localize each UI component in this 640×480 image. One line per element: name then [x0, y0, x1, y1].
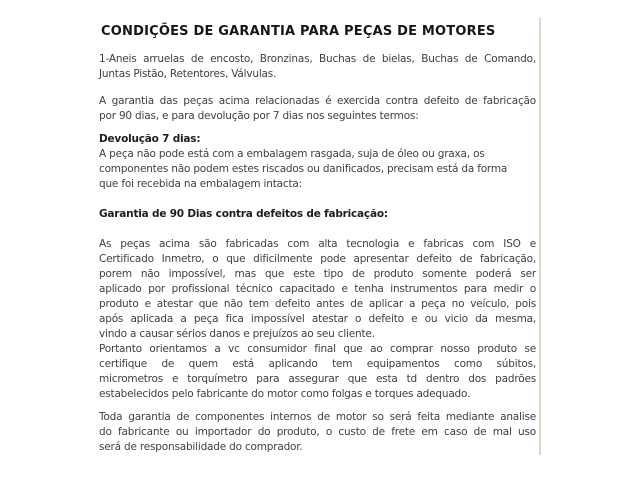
document-title: CONDIÇÕES DE GARANTIA PARA PEÇAS DE MOTORES [101, 24, 496, 39]
paragraph-garantia-text-2 [99, 342, 536, 402]
text-line: Portanto orientamos a vc consumidor final que ao comprar nosso produto se [99, 343, 536, 355]
text-line: será de responsabilidade do comprador. [99, 441, 303, 453]
text-line: Devolução 7 dias: [99, 133, 201, 145]
text-line: 1-Aneis arruelas de encosto, Bronzinas, Buchas de bielas, Buchas de Comando, [99, 53, 536, 65]
text-line: por 90 dias, e para devolução por 7 dias nos seguintes termos: [99, 110, 419, 122]
text-line: porem não impossível, mas que este tipo de produto somente poderá ser [99, 268, 536, 280]
text-line: Toda garantia de componentes internos de motor so será feita mediante analise [99, 411, 536, 423]
text-line: aplicado por profissional técnico capacitado e tenha instrumentos para medir o [99, 283, 536, 295]
warranty-document [99, 23, 536, 455]
paragraph-freight-note [99, 410, 536, 455]
heading-garantia-heading [99, 207, 536, 222]
text-line: que foi recebida na embalagem intacta: [99, 178, 302, 190]
text-line: A peça não pode está com a embalagem rasgada, suja de óleo ou graxa, os [99, 148, 485, 160]
text-line: certifique de quem está aplicando tem equipamentos como súbitos, [99, 358, 536, 370]
text-line: As peças acima são fabricadas com alta tecnologia e fabricas com ISO e [99, 238, 536, 250]
text-line: vindo a causar sérios danos e prejuízos ao seu cliente. [99, 328, 375, 340]
text-line: micrometros e torquímetro para assegurar que esta td dentro dos padrões [99, 373, 536, 385]
text-line: Certificado Inmetro, o que dificilmente pode apresentar defeito de fabricação, [99, 253, 536, 265]
text-line: do fabricante ou importador do produto, o custo de frete em caso de mal uso [99, 426, 536, 438]
text-line: após aplicada a peça fica impossível atestar o defeito e ou vicio da mesma, [99, 313, 536, 325]
paragraph-devolucao-text [99, 147, 536, 192]
text-line: componentes não podem estes riscados ou danificados, precisam está da forma [99, 163, 508, 175]
paragraph-garantia-text-1 [99, 237, 536, 342]
page-edge-divider [539, 18, 541, 455]
text-line: Garantia de 90 Dias contra defeitos de fabricação: [99, 208, 388, 220]
text-line: estabelecidos pelo fabricante do motor como folgas e torques adequado. [99, 388, 471, 400]
paragraph-parts-list [99, 52, 536, 82]
text-line: produto e atestar que não tem defeito antes de aplicar a peça no veículo, pois [99, 298, 536, 310]
text-line: A garantia das peças acima relacionadas é exercida contra defeito de fabricação [99, 95, 536, 107]
text-line: Juntas Pistão, Retentores, Válvulas. [99, 68, 277, 80]
document-body [99, 52, 536, 455]
heading-devolucao-heading [99, 132, 536, 147]
paragraph-warranty-intro [99, 94, 536, 124]
